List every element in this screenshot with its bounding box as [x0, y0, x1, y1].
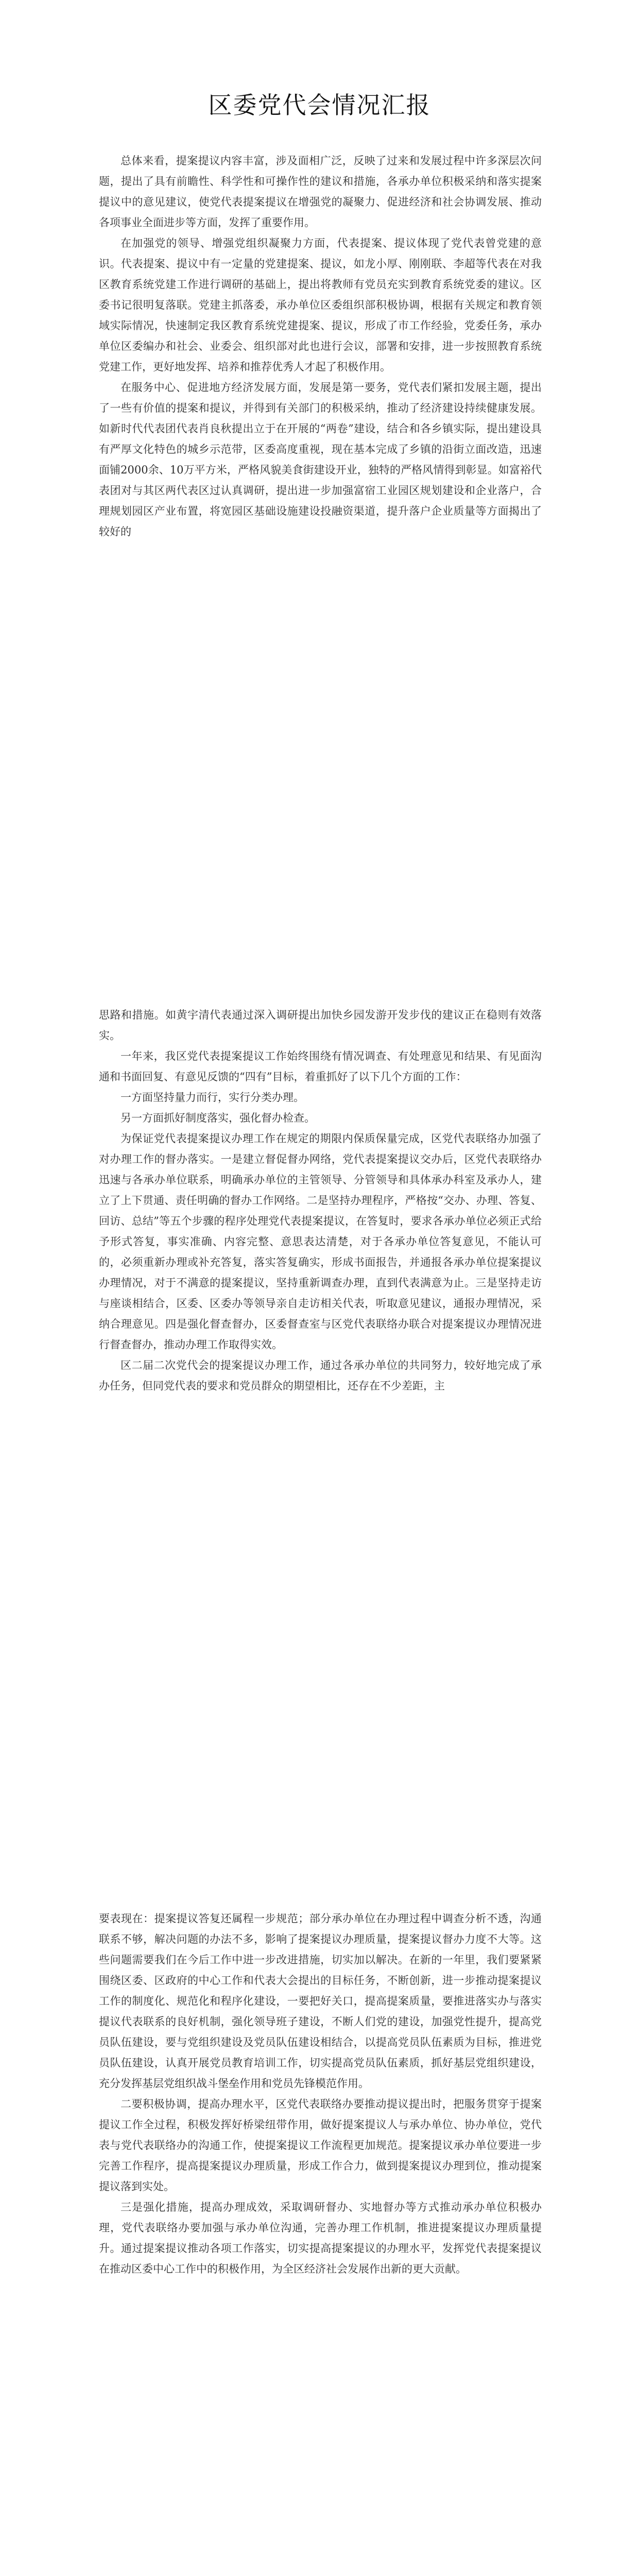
paragraph: 在加强党的领导、增强党组织凝聚力方面，代表提案、提议体现了党代表曾党建的意识。代表提案、提议中有一定量的党建提案、提议，如龙小厚、刚刚联、李超等代表在对我区教育系统党建工作进行调研的基础上，提出将教师有党员充实到教育系统党委的建议。区委书记很明复落联。党建主抓落委，承办单位区委组织部积极协调，根据有关规定和教育领域实际情况，快速制定我区教育系统党建提案、提议，形成了市工作经验，党委任务，承办单位区委编办和社会、业委会、组织部对此也进行会议，部署和安排，进一步按照教育系统党建工作，更好地发挥、培养和推荐优秀人才起了积极作用。 — [99, 237, 542, 373]
paragraph: 总体来看，提案提议内容丰富，涉及面相广泛，反映了过来和发展过程中许多深层次问题，提出了具有前瞻性、科学性和可操作性的建议和措施，各承办单位积极采纳和落实提案提议中的意见建议，使党代表提案提议在增强党的凝聚力、促进经济和社会协调发展、推动各项事业全面进步等方面，发挥了重要作用。 — [99, 155, 542, 229]
page-3-body — [99, 1908, 542, 2279]
paragraph: 三是强化措施，提高办理成效，采取调研督办、实地督办等方式推动承办单位积极办理，党代表联络办要加强与承办单位沟通，完善办理工作机制，推进提案提议办理质量提升。通过提案提议推动各项工作落实，切实提高提案提议的办理水平，发挥党代表提案提议在推动区委中心工作中的积极作用，为全区经济社会发展作出新的更大贡献。 — [99, 2201, 542, 2275]
paragraph: 在服务中心、促进地方经济发展方面，发展是第一要务，党代表们紧扣发展主题，提出了一些有价值的提案和提议，并得到有关部门的积极采纳，推动了经济建设持续健康发展。如新时代代表团代表肖良秋提出立于在开展的“两卷”建设，结合和各乡镇实际，提出建设具有严厚文化特色的城乡示范带，区委高度重视，现在基本完成了乡镇的沿街立面改造，迅速面铺2000余、10万平方米，严格风貌美食街建设开业，独特的严格风情得到彰显。如富裕代表团对与其区两代表区过认真调研，提出进一步加强富宿工业园区规划建设和企业落户，合理规划园区产业布置，将宽园区基础设施建设投融资渠道，提升落户企业质量等方面揭出了较好的 — [99, 381, 542, 538]
paragraph: 一年来，我区党代表提案提议工作始终围绕有情况调查、有处理意见和结果、有见面沟通和书面回复、有意见反馈的“四有”目标，着重抓好了以下几个方面的工作： — [99, 1050, 542, 1083]
paragraph: 为保证党代表提案提议办理工作在规定的期限内保质保量完成，区党代表联络办加强了对办理工作的督办落实。一是建立督促督办网络，党代表提案提议交办后，区党代表联络办迅速与各承办单位联系，明确承办单位的主管领导、分管领导和具体承办科室及承办人，建立了上下贯通、责任明确的督办工作网络。二是坚持办理程序，严格按“交办、办理、答复、回访、总结”等五个步骤的程序处理党代表提案提议，在答复时，要求各承办单位必须正式给予形式答复，事实准确、内容完整、意思表达清楚，对于各承办单位答复意见，不能认可的，必须重新办理或补充答复，落实答复确实，形成书面报告，并通报各承办单位提案提议办理情况，对于不满意的提案提议，坚持重新调查办理，直到代表满意为止。三是坚持走访与座谈相结合，区委、区委办等领导亲自走访相关代表，听取意见建议，通报办理情况，采纳合理意见。四是强化督查督办，区委督查室与区党代表联络办联合对提案提议办理情况进行督查督办，推动办理工作取得实效。 — [99, 1132, 542, 1351]
page-1 — [0, 0, 639, 904]
paragraph: 另一方面抓好制度落实，强化督办检查。 — [120, 1112, 315, 1124]
paragraph: 要表现在：提案提议答复还属程一步规范；部分承办单位在办理过程中调查分析不透，沟通联系不够，解决问题的办法不多，影响了提案提议办理质量，提案提议督办力度不大等。这些问题需要我们在今后工作中进一步改进措施，切实加以解决。在新的一年里，我们要紧紧围绕区委、区政府的中心工作和代表大会提出的目标任务，不断创新，进一步推动提案提议工作的制度化、规范化和程序化建设，一要把好关口，提高提案质量，要推进落实办与落实提议代表联系的良好机制，强化领导班子建设，不断人们党的建设，加强党性提升，提高党员队伍建设，要与党组织建设及党员队伍建设相结合，以提高党员队伍素质为目标，推进党员队伍建设，认真开展党员教育培训工作，切实提高党员队伍素质，抓好基层党组织建设，充分发挥基层党组织战斗堡垒作用和党员先锋模范作用。 — [99, 1912, 542, 2090]
page-2-body — [99, 1005, 542, 1396]
paragraph: 思路和措施。如黄宇清代表通过深入调研提出加快乡园发游开发步伐的建议正在稳则有效落实。 — [99, 1009, 542, 1042]
paragraph: 二要积极协调，提高办理水平，区党代表联络办要推动提议提出时，把服务贯穿于提案提议工作全过程，积极发挥好桥梁纽带作用，做好提案提议人与承办单位、协办单位，党代表与党代表联络办的沟通工作，使提案提议工作流程更加规范。提案提议承办单位要进一步完善工作程序，提高提案提议办理质量，形成工作合力，做到提案提议办理到位，推动提案提议落到实处。 — [99, 2098, 542, 2193]
page-3 — [0, 1807, 639, 2576]
report-title: 区委党代会情况汇报 — [208, 91, 431, 119]
paragraph: 一方面坚持量力而行，实行分类办理。 — [120, 1091, 304, 1104]
paragraph: 区二届二次党代会的提案提议办理工作，通过各承办单位的共同努力，较好地完成了承办任务，但同党代表的要求和党员群众的期望相比，还存在不少差距，主 — [99, 1359, 542, 1392]
page-2 — [0, 904, 639, 1807]
page-1-body — [99, 150, 542, 542]
